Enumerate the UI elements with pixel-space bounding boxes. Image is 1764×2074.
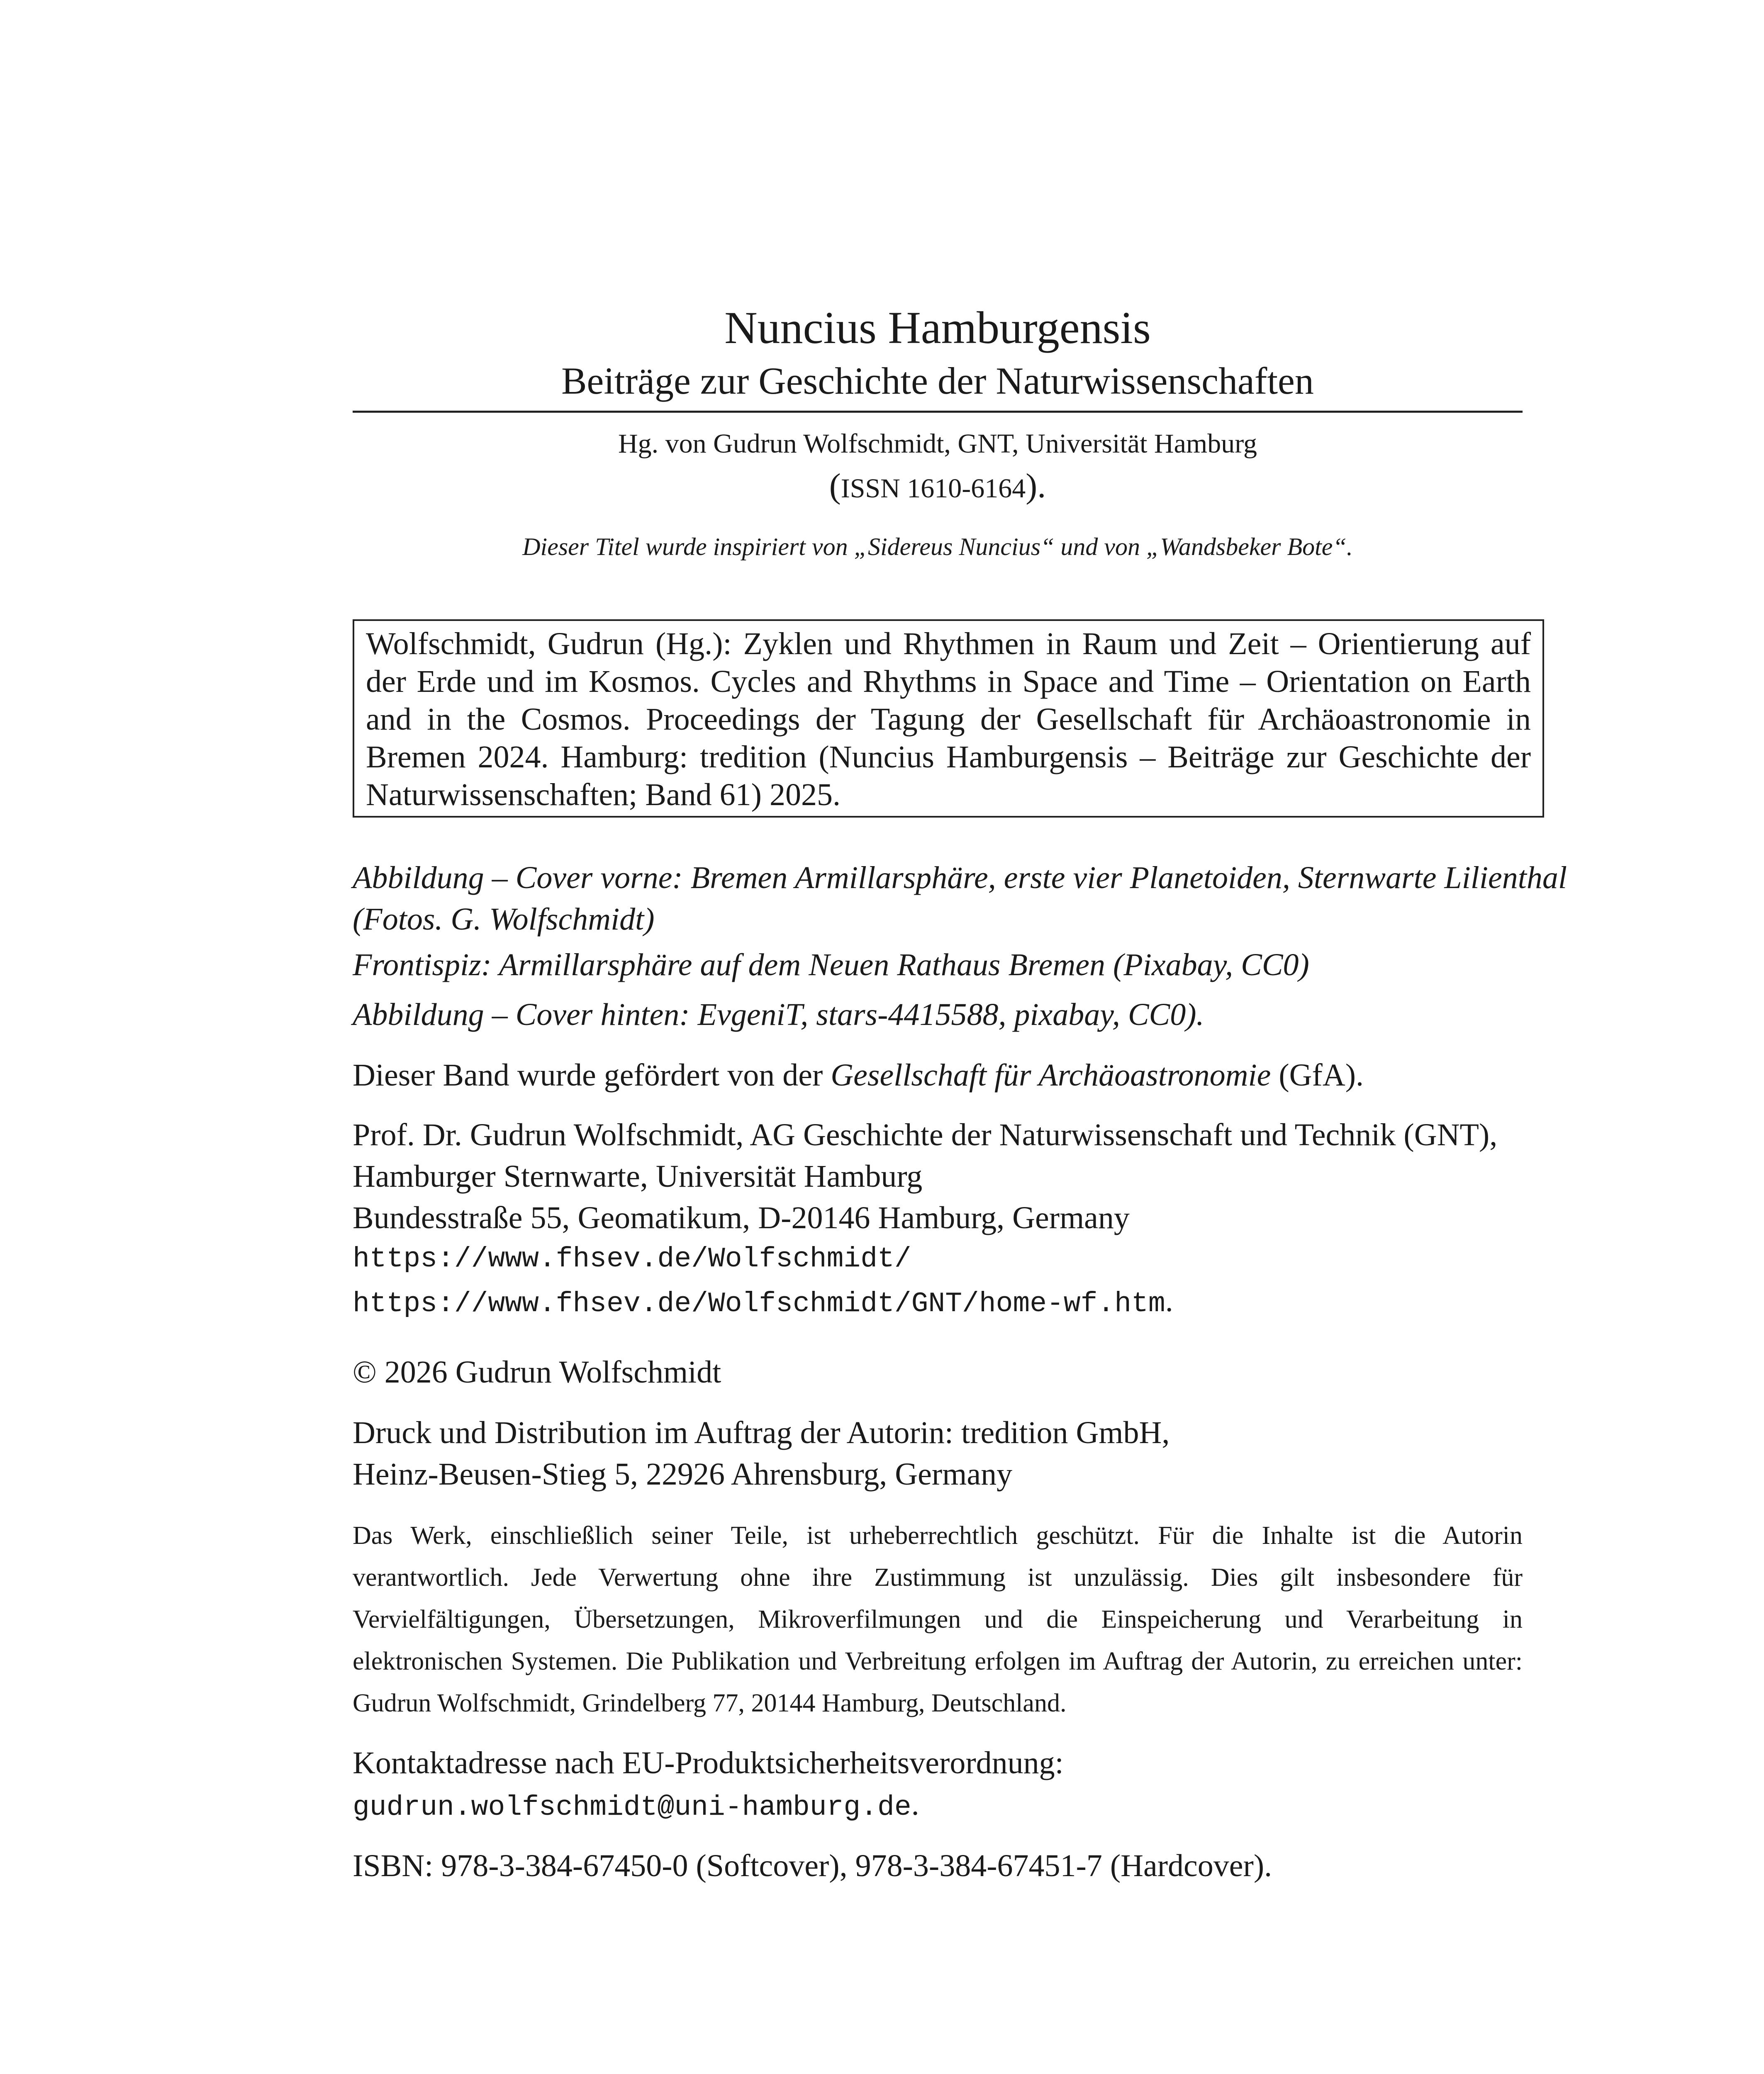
- funding-prefix: Dieser Band wurde gefördert von der: [353, 1058, 831, 1093]
- inspiration-line: Dieser Titel wurde inspiriert von „Sidereus Nuncius“ und von „Wandsbeker Bote“.: [522, 533, 1353, 560]
- citation-box: [353, 619, 1544, 818]
- printer-block: [353, 1412, 1523, 1495]
- printer-line2: Heinz-Beusen-Stieg 5, 22926 Ahrensburg, Germany: [353, 1457, 1013, 1492]
- address-line1: Prof. Dr. Gudrun Wolfschmidt, AG Geschichte der Naturwissenschaft und Technik (GNT),: [353, 1117, 1498, 1152]
- cover-front-credit: [353, 857, 1567, 940]
- contact-email-suffix: .: [911, 1787, 919, 1822]
- series-subtitle: Beiträge zur Geschichte der Naturwissenschaften: [561, 360, 1314, 402]
- issn-line: [353, 465, 1523, 509]
- funding-line: [353, 1054, 1523, 1096]
- title-rule: [353, 411, 1523, 413]
- editor-line: Hg. von Gudrun Wolfschmidt, GNT, Universität Hamburg: [618, 428, 1257, 459]
- copyright-line: © 2026 Gudrun Wolfschmidt: [353, 1355, 721, 1390]
- gnt-link-suffix: .: [1165, 1283, 1173, 1318]
- isbn-line: ISBN: 978-3-384-67450-0 (Softcover), 978-3-384-67451-7 (Hardcover).: [353, 1848, 1272, 1883]
- frontispiece-credit: Frontispiz: Armillarsphäre auf dem Neuen Rathaus Bremen (Pixabay, CC0): [353, 947, 1309, 982]
- homepage-link[interactable]: https://www.fhsev.de/Wolfschmidt/: [353, 1243, 911, 1275]
- series-title: Nuncius Hamburgensis: [724, 302, 1151, 353]
- gnt-homepage-link[interactable]: https://www.fhsev.de/Wolfschmidt/GNT/home-wf.htm: [353, 1288, 1165, 1320]
- contact-label: Kontaktadresse nach EU-Produktsicherheitsverordnung:: [353, 1745, 1064, 1780]
- address-line3: Bundesstraße 55, Geomatikum, D-20146 Hamburg, Germany: [353, 1200, 1130, 1235]
- contact-email-link[interactable]: gudrun.wolfschmidt@uni-hamburg.de: [353, 1792, 911, 1823]
- rights-notice: Das Werk, einschließlich seiner Teile, ist urheberrechtlich geschützt. Für die Inhalte ist die Autorin verantwortlich. Jede Verwertung ohne ihre Zustimmung ist unzulässig. Dies gilt insbesondere für Vervielfältigungen, Übersetzungen, Mikroverfilmungen und die Einspeicherung und Verarbeitung in elektronischen Systemen. Die Publikation und Verbreitung erfolgen im Auftrag der Autorin, zu erreichen unter: Gudrun Wolfschmidt, Grindelberg 77, 20144 Hamburg, Deutschland.: [353, 1521, 1523, 1717]
- contact-block: [353, 1742, 1523, 1828]
- issn-close-paren: ).: [1026, 467, 1046, 505]
- citation-text: Wolfschmidt, Gudrun (Hg.): Zyklen und Rhythmen in Raum und Zeit – Orientierung auf der Erde und im Kosmos. Cycles and Rhythms in Space and Time – Orientation on Earth and in the Cosmos. Proceedings der Tagung der Gesellschaft für Archäoastronomie in Bremen 2024. Hamburg: tredition (Nuncius Hamburgensis – Beiträge zur Geschichte der Naturwissenschaften; Band 61) 2025.: [366, 626, 1531, 812]
- printer-line1: Druck und Distribution im Auftrag der Autorin: tredition GmbH,: [353, 1415, 1170, 1450]
- cover-front-credit-line1: Abbildung – Cover vorne: Bremen Armillarsphäre, erste vier Planetoiden, Sternwarte Lilienthal: [353, 860, 1567, 895]
- funding-suffix: (GfA).: [1271, 1058, 1364, 1093]
- cover-back-credit: Abbildung – Cover hinten: EvgeniT, stars-4415588, pixabay, CC0).: [353, 997, 1204, 1032]
- address-line2: Hamburger Sternwarte, Universität Hamburg: [353, 1159, 923, 1194]
- address-block: [353, 1114, 1523, 1325]
- issn-text: ISSN 1610-6164: [841, 473, 1026, 504]
- issn-open-paren: (: [829, 467, 841, 505]
- funding-society: Gesellschaft für Archäoastronomie: [831, 1058, 1271, 1093]
- cover-front-credit-line2: (Fotos. G. Wolfschmidt): [353, 902, 655, 937]
